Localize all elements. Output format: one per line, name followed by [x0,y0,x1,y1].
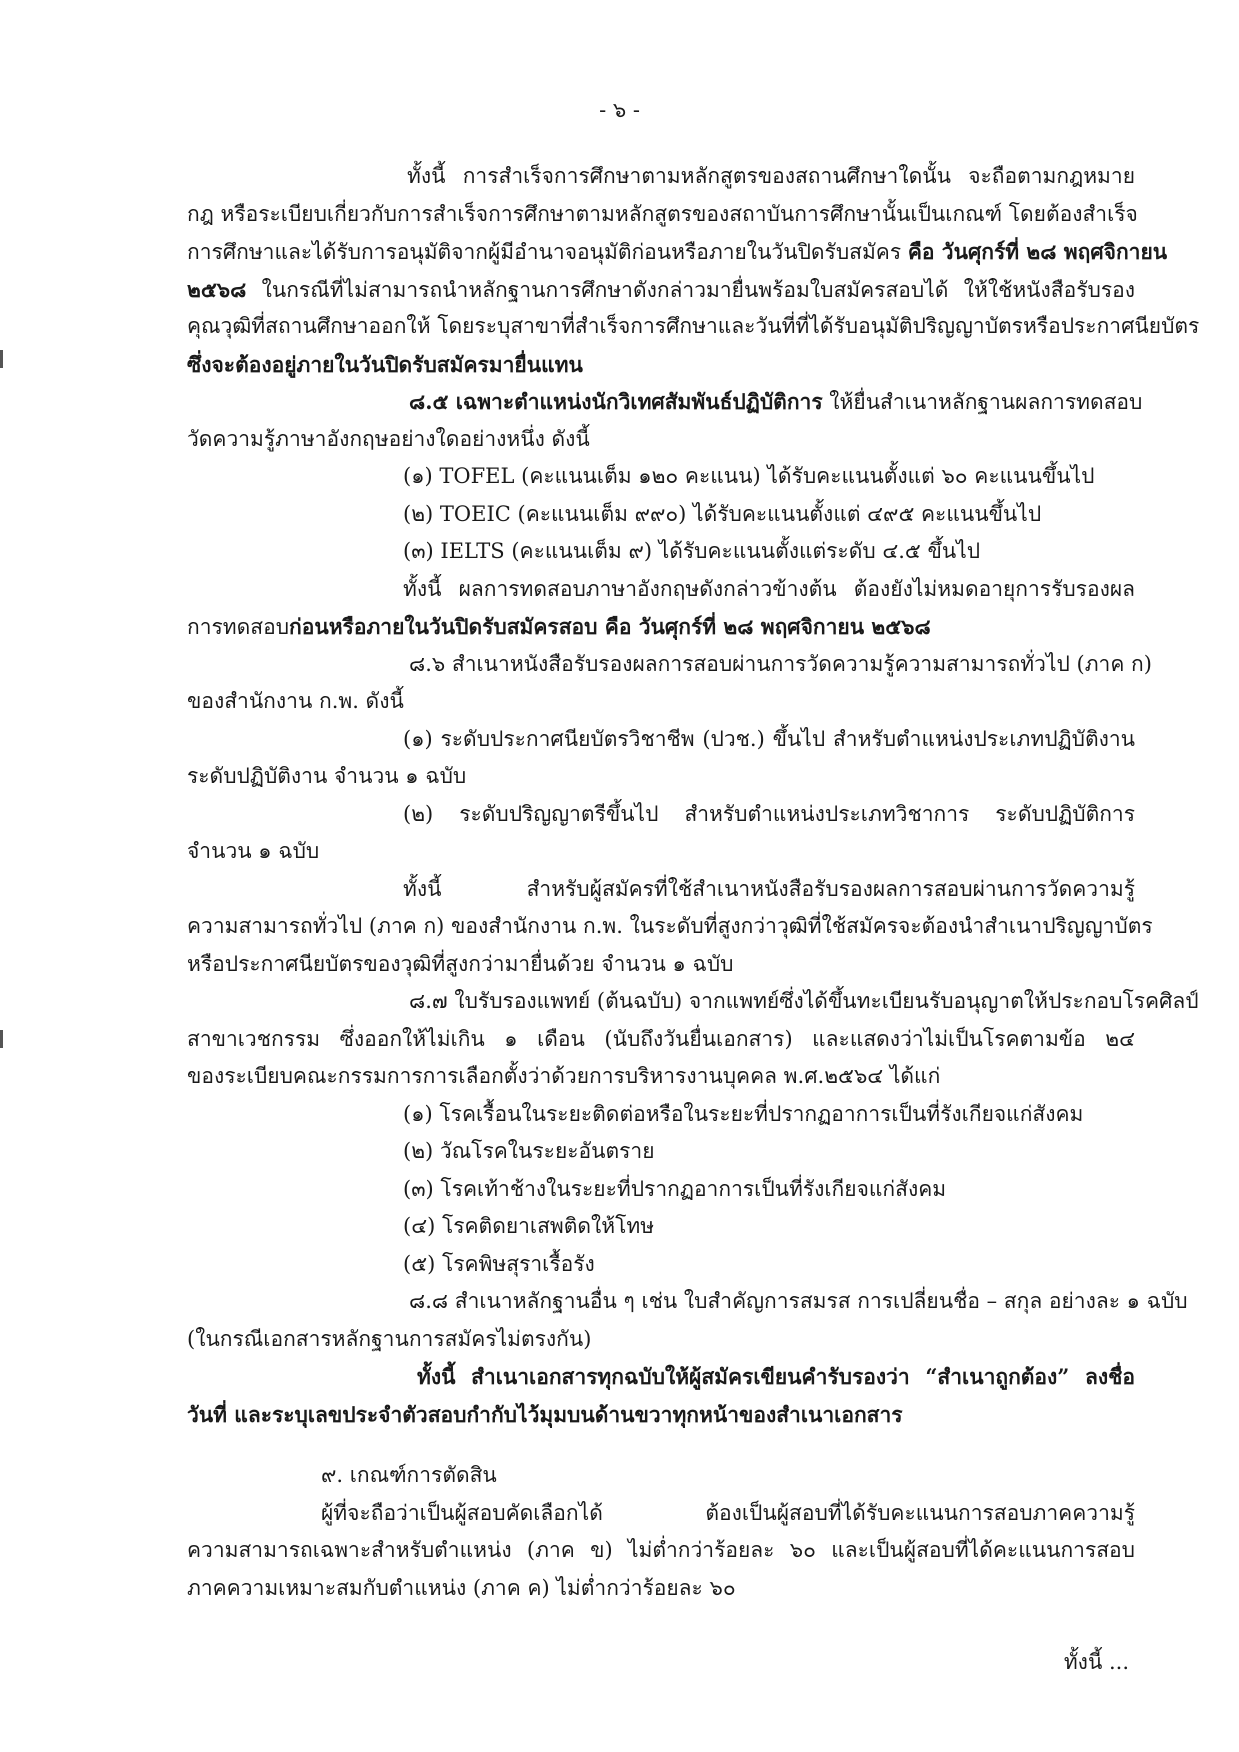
page-number: - ๖ - [599,98,640,122]
list-item: (๓) โรคเท้าช้างในระยะที่ปรากฏอาการเป็นที่รังเกียจแก่สังคม [403,1176,947,1201]
list-item: (๒) ระดับปริญญาตรีขึ้นไป สำหรับตำแหน่งประเภทวิชาการ ระดับปฏิบัติการ [403,801,1135,826]
section-8-8-line: ๘.๘ สำเนาหลักฐานอื่น ๆ เช่น ใบสำคัญการสมรส การเปลี่ยนชื่อ – สกุล อย่างละ ๑ ฉบับ [409,1289,1188,1313]
section-8-7-line: ของระเบียบคณะกรรมการการเลือกตั้งว่าด้วยการบริหารงานบุคคล พ.ศ.๒๕๖๔ ได้แก่ [187,1064,941,1088]
section-9-line: ผู้ที่จะถือว่าเป็นผู้สอบคัดเลือกได้ ต้องเป็นผู้สอบที่ได้รับคะแนนการสอบภาคความรู้ [321,1500,1135,1525]
paragraph-line: การศึกษาและได้รับการอนุมัติจากผู้มีอำนาจอนุมัติก่อนหรือภายในวันปิดรับสมัคร คือ วันศุกร์ที่ ๒๘ พฤศจิกายน [187,239,1168,264]
list-item: (๑) โรคเรื้อนในระยะติดต่อหรือในระยะที่ปรากฏอาการเป็นที่รังเกียจแก่สังคม [403,1101,1084,1126]
section-9-heading: ๙. เกณฑ์การตัดสิน [321,1463,497,1487]
paragraph-line: คุณวุฒิที่สถานศึกษาออกให้ โดยระบุสาขาที่สำเร็จการศึกษาและวันที่ที่ได้รับอนุมัติปริญญาบัตรหรือประกาศนียบัตร [187,314,1200,338]
section-8-8-line: (ในกรณีเอกสารหลักฐานการสมัครไม่ตรงกัน) [187,1326,592,1351]
section-8-7-line: สาขาเวชกรรม ซึ่งออกให้ไม่เกิน ๑ เดือน (นับถึงวันยื่นเอกสาร) และแสดงว่าไม่เป็นโรคตามข้อ ๒๔ [187,1026,1135,1051]
list-item: (๑) ระดับประกาศนียบัตรวิชาชีพ (ปวช.) ขึ้นไป สำหรับตำแหน่งประเภทปฏิบัติงาน [403,726,1135,751]
section-8-5-note: ทั้งนี้ ผลการทดสอบภาษาอังกฤษดังกล่าวข้างต้น ต้องยังไม่หมดอายุการรับรองผล [403,576,1135,601]
paragraph-line: ซึ่งจะต้องอยู่ภายในวันปิดรับสมัครมายื่นแทน [187,351,583,377]
section-8-6-note: ความสามารถทั่วไป (ภาค ก) ของสำนักงาน ก.พ. ในระดับที่สูงกว่าวุฒิที่ใช้สมัครจะต้องนำสำเนาปริญญาบัตร [187,914,1153,938]
scan-margin-mark [0,1030,3,1048]
section-8-5-line: ๘.๕ เฉพาะตำแหน่งนักวิเทศสัมพันธ์ปฏิบัติการ ให้ยื่นสำเนาหลักฐานผลการทดสอบ [409,389,1143,414]
section-8-5-line: วัดความรู้ภาษาอังกฤษอย่างใดอย่างหนึ่ง ดังนี้ [187,426,590,451]
list-item: (๑) TOFEL (คะแนนเต็ม ๑๒๐ คะแนน) ได้รับคะแนนตั้งแต่ ๖๐ คะแนนขึ้นไป [403,464,1095,488]
section-8-6-note: หรือประกาศนียบัตรของวุฒิที่สูงกว่ามายื่นด้วย จำนวน ๑ ฉบับ [187,951,734,976]
section-8-8-note: ทั้งนี้ สำเนาเอกสารทุกฉบับให้ผู้สมัครเขียนคำรับรองว่า “สำเนาถูกต้อง” ลงชื่อ [417,1364,1135,1389]
section-8-6-note: ทั้งนี้ สำหรับผู้สมัครที่ใช้สำเนาหนังสือรับรองผลการสอบผ่านการวัดความรู้ [403,876,1135,901]
section-8-8-note: วันที่ และระบุเลขประจำตัวสอบกำกับไว้มุมบนด้านขวาทุกหน้าของสำเนาเอกสาร [187,1401,903,1427]
section-8-7-line: ๘.๗ ใบรับรองแพทย์ (ต้นฉบับ) จากแพทย์ซึ่งได้ขึ้นทะเบียนรับอนุญาตให้ประกอบโรคศิลป์ [409,989,1199,1013]
list-item: (๒) TOEIC (คะแนนเต็ม ๙๙๐) ได้รับคะแนนตั้งแต่ ๔๙๕ คะแนนขึ้นไป [403,501,1042,526]
section-9-line: ภาคความเหมาะสมกับตำแหน่ง (ภาค ค) ไม่ต่ำกว่าร้อยละ ๖๐ [187,1575,736,1600]
list-item: (๔) โรคติดยาเสพติดให้โทษ [403,1214,655,1238]
list-item: (๕) โรคพิษสุราเรื้อรัง [403,1251,595,1276]
list-item: (๒) วัณโรคในระยะอันตราย [403,1139,655,1163]
continuation-footer: ทั้งนี้ ... [1063,1650,1129,1674]
list-item: จำนวน ๑ ฉบับ [187,839,320,863]
section-9-line: ความสามารถเฉพาะสำหรับตำแหน่ง (ภาค ข) ไม่ต่ำกว่าร้อยละ ๖๐ และเป็นผู้สอบที่ได้คะแนนการสอบ [187,1538,1135,1562]
document-body [187,158,1200,1607]
list-item: (๓) IELTS (คะแนนเต็ม ๙) ได้รับคะแนนตั้งแต่ระดับ ๔.๕ ขึ้นไป [403,539,981,563]
section-8-6-line: ของสำนักงาน ก.พ. ดังนี้ [187,689,404,713]
section-8-5-note: การทดสอบก่อนหรือภายในวันปิดรับสมัครสอบ คือ วันศุกร์ที่ ๒๘ พฤศจิกายน ๒๕๖๘ [187,614,931,639]
section-8-6-line: ๘.๖ สำเนาหนังสือรับรองผลการสอบผ่านการวัดความรู้ความสามารถทั่วไป (ภาค ก) [409,651,1152,676]
paragraph-line: กฎ หรือระเบียบเกี่ยวกับการสำเร็จการศึกษาตามหลักสูตรของสถาบันการศึกษานั้นเป็นเกณฑ์ โดยต้องสำเร็จ [187,201,1138,226]
scan-margin-mark [0,350,3,368]
list-item: ระดับปฏิบัติงาน จำนวน ๑ ฉบับ [187,764,467,788]
paragraph-line: ๒๕๖๘ ในกรณีที่ไม่สามารถนำหลักฐานการศึกษาดังกล่าวมายื่นพร้อมใบสมัครสอบได้ ให้ใช้หนังสือรับรอง [187,276,1135,302]
paragraph-line: ทั้งนี้ การสำเร็จการศึกษาตามหลักสูตรของสถานศึกษาใดนั้น จะถือตามกฎหมาย [407,164,1135,188]
